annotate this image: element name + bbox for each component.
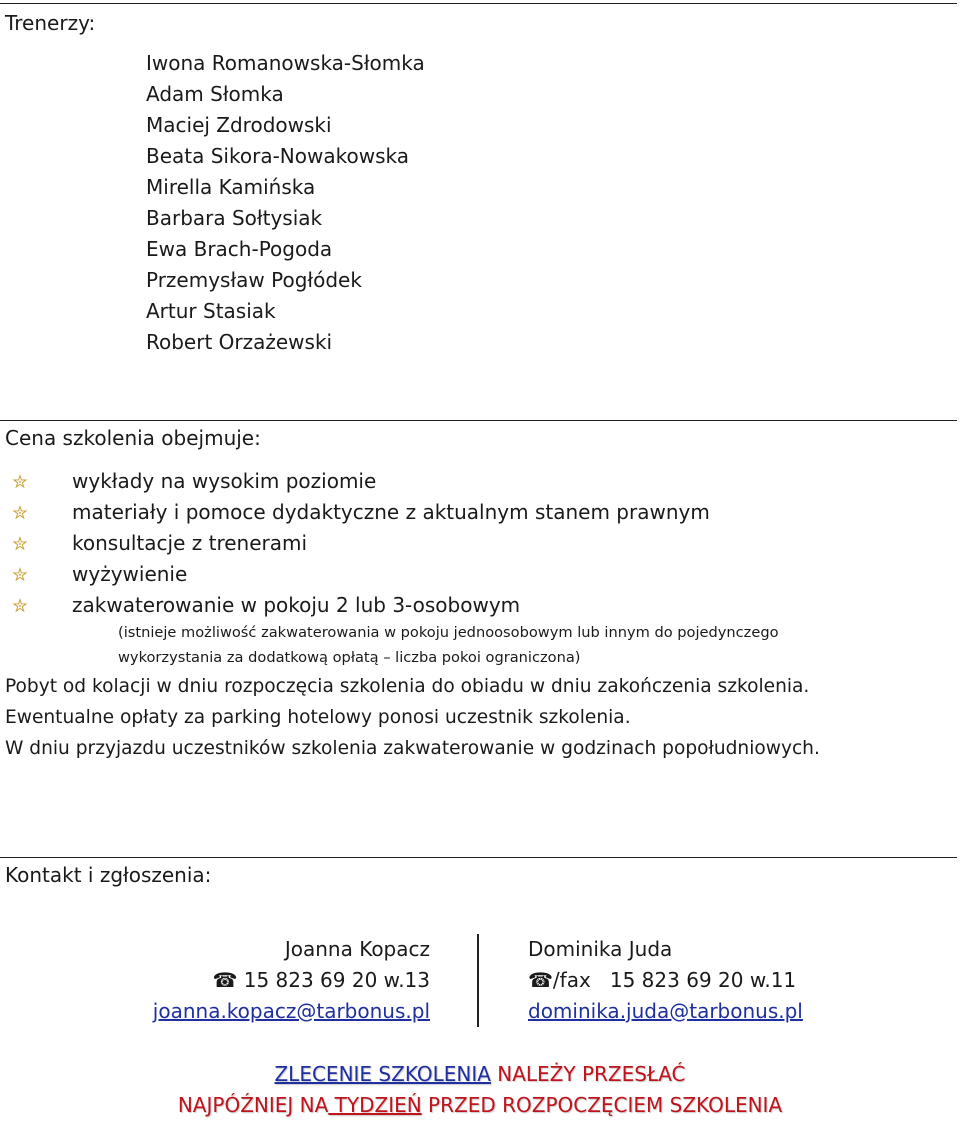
trainer-name: Mirella Kamińska [146,175,316,199]
star-icon: ✮ [12,533,28,555]
list-item-label: konsultacje z trenerami [72,531,308,555]
info-paragraph: W dniu przyjazdu uczestników szkolenia zakwaterowanie w godzinach popołudniowych. [5,738,820,759]
list-item-label: wyżywienie [72,562,188,586]
trainer-name: Maciej Zdrodowski [146,113,332,137]
accommodation-note: (istnieje możliwość zakwaterowania w pokoju jednoosobowym lub innym do pojedynczego [118,624,779,641]
section-divider-price [0,420,957,421]
contact-phone-prefix: /fax [552,968,591,992]
list-item-label: zakwaterowanie w pokoju 2 lub 3-osobowym [72,593,521,617]
list-item-label: wykłady na wysokim poziomie [72,469,377,493]
list-item [12,593,520,618]
star-icon: ✮ [12,595,28,617]
order-notice-line2 [0,1093,960,1117]
price-heading: Cena szkolenia obejmuje: [5,426,261,450]
section-divider-top [0,3,957,4]
contact-phone-number: 15 823 69 20 w.13 [243,968,430,992]
list-item [12,531,307,556]
trainer-name: Robert Orzażewski [146,330,333,354]
order-link[interactable]: ZLECENIE SZKOLENIA [274,1062,491,1086]
trainer-name: Iwona Romanowska-Słomka [146,51,425,75]
contact-divider [477,934,479,1027]
contact-email-right[interactable] [528,999,803,1023]
contact-phone-right [528,968,796,992]
trainer-name: Artur Stasiak [146,299,276,323]
phone-icon: ☎ [528,968,553,992]
section-divider-contact [0,857,957,858]
trainer-name: Barbara Sołtysiak [146,206,323,230]
trainer-name: Adam Słomka [146,82,284,106]
list-item-label: materiały i pomoce dydaktyczne z aktualnym stanem prawnym [72,500,710,524]
order-deadline-week: TYDZIEŃ [328,1093,422,1117]
trainer-name: Beata Sikora-Nowakowska [146,144,409,168]
star-icon: ✮ [12,471,28,493]
contact-name-left: Joanna Kopacz [284,937,430,961]
accommodation-note: wykorzystania za dodatkową opłatą – liczba pokoi ograniczona) [118,649,581,666]
contact-heading: Kontakt i zgłoszenia: [5,863,212,887]
email-link[interactable]: dominika.juda@tarbonus.pl [528,999,803,1023]
trainer-name: Przemysław Pogłódek [146,268,362,292]
contact-name-right: Dominika Juda [528,937,673,961]
info-paragraph: Ewentualne opłaty za parking hotelowy ponosi uczestnik szkolenia. [5,707,631,728]
contact-phone-left [130,968,430,992]
order-deadline-text: NAJPÓŹNIEJ NA [177,1093,329,1117]
star-icon: ✮ [12,502,28,524]
trainer-name: Ewa Brach-Pogoda [146,237,333,261]
trainers-heading: Trenerzy: [5,11,96,35]
list-item [12,500,710,525]
list-item [12,562,187,587]
order-notice-line1 [0,1062,960,1086]
contact-email-left[interactable] [100,999,430,1023]
info-paragraph: Pobyt od kolacji w dniu rozpoczęcia szkolenia do obiadu w dniu zakończenia szkolenia. [5,676,810,697]
order-deadline-text: PRZED ROZPOCZĘCIEM SZKOLENIA [421,1093,783,1117]
phone-icon: ☎ [212,968,238,992]
list-item [12,469,376,494]
contact-phone-number: 15 823 69 20 w.11 [609,968,797,992]
star-icon: ✮ [12,564,28,586]
email-link[interactable]: joanna.kopacz@tarbonus.pl [152,999,430,1023]
order-notice-text: NALEŻY PRZESŁAĆ [490,1062,686,1086]
